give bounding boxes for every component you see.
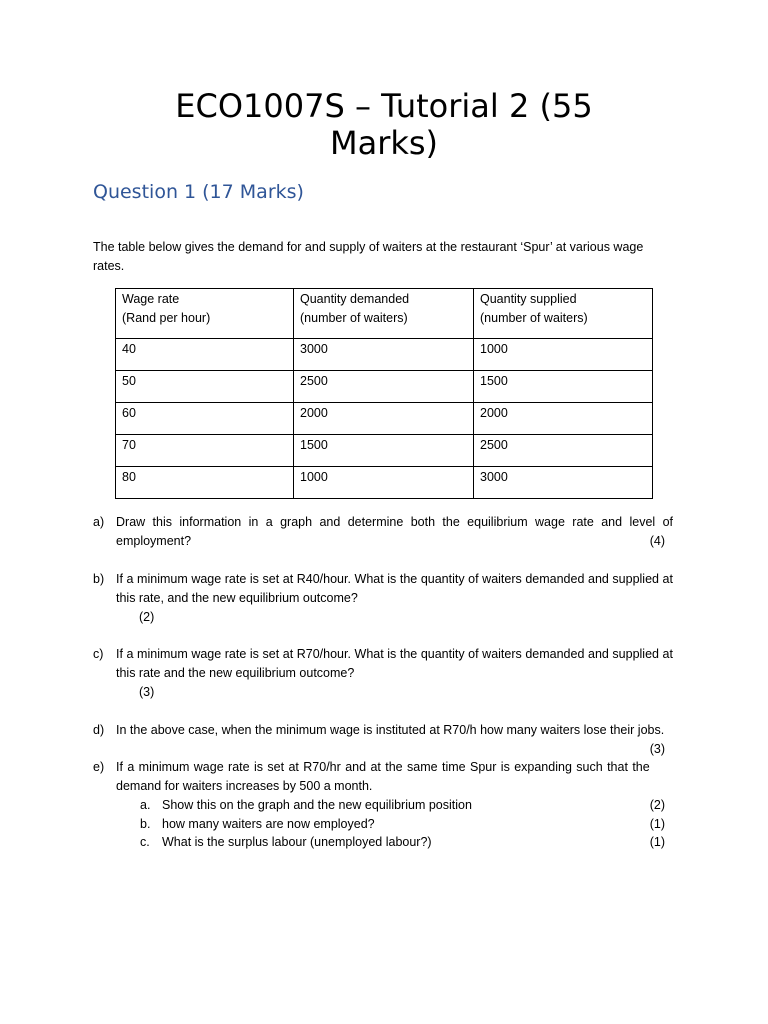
wage-table	[115, 288, 653, 499]
page-title: ECO1007S – Tutorial 2 (55 Marks)	[175, 87, 593, 162]
table-cell: 2500	[294, 371, 474, 403]
part-text: If a minimum wage rate is set at R70/hour. What is the quantity of waiters demanded and supplied at this rate and the new equilibrium outcome?	[116, 647, 673, 680]
table-cell: 2000	[294, 403, 474, 435]
part-label: b)	[93, 571, 105, 586]
part-text: Draw this information in a graph and determine both the equilibrium wage rate and level of employment?	[116, 515, 673, 548]
header-line: Wage rate	[122, 292, 180, 306]
question-part-a	[93, 513, 673, 551]
part-text: In the above case, when the minimum wage is instituted at R70/h how many waiters lose their jobs.	[116, 722, 665, 737]
part-marks: (3)	[139, 685, 155, 699]
subpart-label: b.	[140, 816, 151, 831]
part-marks: (2)	[139, 609, 155, 624]
part-text: If a minimum wage rate is set at R70/hr and at the same time Spur is expanding such that the demand for waiters increases by 500 a month.	[116, 760, 650, 793]
question-1-heading: Question 1 (17 Marks)	[93, 181, 304, 203]
header-line: (Rand per hour)	[122, 310, 211, 325]
subpart-label: c.	[140, 835, 150, 849]
subpart-marks: (2)	[649, 798, 665, 812]
table-cell: 3000	[474, 467, 653, 499]
subpart-item	[116, 796, 673, 815]
table-cell: 60	[116, 403, 294, 435]
table-row	[116, 435, 653, 467]
table-header-row	[116, 289, 653, 339]
table-cell: 1000	[474, 339, 653, 371]
subpart-marks: (1)	[649, 816, 665, 831]
table-cell: 70	[116, 435, 294, 467]
question-parts	[93, 513, 673, 870]
part-label: c)	[93, 647, 104, 661]
header-line: Quantity demanded	[300, 292, 410, 306]
subpart-item	[116, 815, 673, 834]
table-cell: 2000	[474, 403, 653, 435]
table-header-cell	[116, 289, 294, 339]
table-cell: 3000	[294, 339, 474, 371]
table-cell: 80	[116, 467, 294, 499]
header-line: (number of waiters)	[300, 310, 408, 325]
question-1-intro: The table below gives the demand for and supply of waiters at the restaurant ‘Spur’ at various wage rates.	[93, 240, 644, 273]
subpart-text: Show this on the graph and the new equilibrium position	[162, 798, 472, 812]
question-part-c	[93, 645, 673, 702]
part-label: d)	[93, 722, 105, 737]
table-row	[116, 403, 653, 435]
part-text: If a minimum wage rate is set at R40/hour. What is the quantity of waiters demanded and supplied at this rate, and the new equilibrium outcome?	[116, 571, 673, 605]
table-cell: 1000	[294, 467, 474, 499]
table-row	[116, 339, 653, 371]
table-row	[116, 371, 653, 403]
subpart-text: What is the surplus labour (unemployed labour?)	[162, 835, 432, 849]
part-marks: (4)	[649, 534, 665, 548]
table-header-cell	[294, 289, 474, 339]
subpart-text: how many waiters are now employed?	[162, 816, 375, 831]
part-label: e)	[93, 760, 105, 774]
subpart-item	[116, 833, 673, 852]
table-row	[116, 467, 653, 499]
table-cell: 1500	[294, 435, 474, 467]
subpart-list	[116, 796, 673, 852]
table-cell: 2500	[474, 435, 653, 467]
table-cell: 50	[116, 371, 294, 403]
subpart-label: a.	[140, 798, 151, 812]
question-part-e	[93, 758, 673, 852]
header-line: (number of waiters)	[480, 310, 588, 325]
part-label: a)	[93, 515, 105, 529]
question-part-b	[93, 570, 673, 627]
table-header-cell	[474, 289, 653, 339]
table-cell: 40	[116, 339, 294, 371]
header-line: Quantity supplied	[480, 292, 577, 306]
part-marks: (3)	[649, 741, 665, 756]
question-part-d	[93, 721, 673, 756]
table-cell: 1500	[474, 371, 653, 403]
subpart-marks: (1)	[649, 835, 665, 849]
